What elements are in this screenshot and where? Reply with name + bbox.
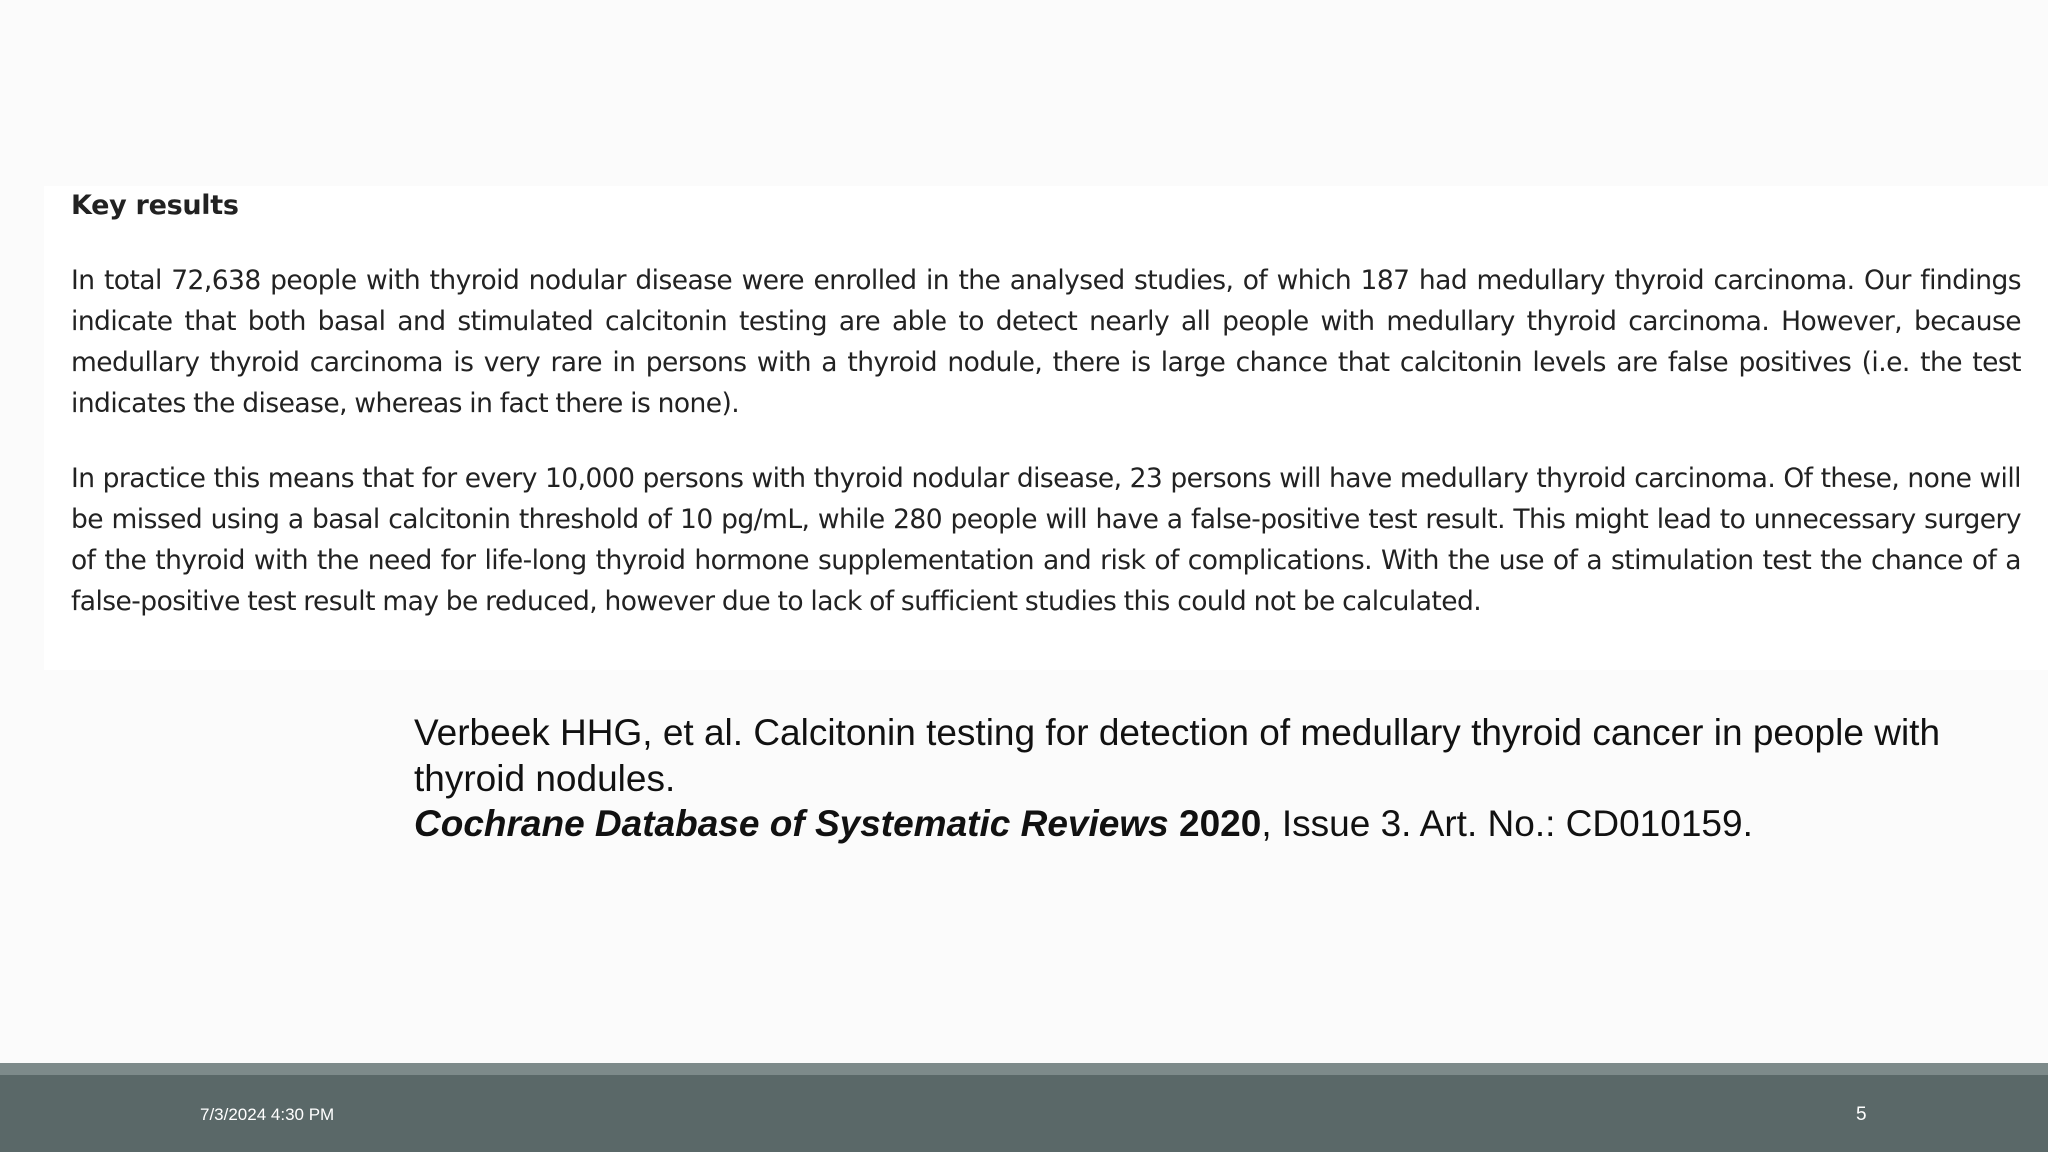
key-results-excerpt (71, 186, 2021, 622)
citation (414, 710, 1974, 847)
footer-stripe (0, 1063, 2048, 1075)
footer-bar (0, 1075, 2048, 1152)
slide-number: 5 (1856, 1104, 1867, 1125)
footer-date: 7/3/2024 4:30 PM (200, 1105, 335, 1124)
key-results-paragraph-2: In practice this means that for every 10,000 persons with thyroid nodular disease, 23 persons will have medullary thyroid carcinoma. Of these, none will be missed using a basal calcitonin threshold of 10 pg/mL, while 280 people will have a false-positive test result. This might lead to unnecessary surgery of the thyroid with the need for life-long thyroid hormone supplementation and risk of complications. With the use of a stimulation test the chance of a false-positive test result may be reduced, however due to lack of sufficient studies this could not be calculated. (71, 463, 2021, 617)
key-results-excerpt-image (44, 186, 2048, 670)
citation-authors-title: Verbeek HHG, et al. Calcitonin testing for detection of medullary thyroid cancer in people with thyroid nodules. (414, 712, 1941, 799)
citation-year: 2020 (1179, 803, 1262, 844)
key-results-heading: Key results (71, 190, 239, 221)
citation-journal: Cochrane Database of Systematic Reviews (414, 803, 1169, 844)
key-results-paragraph-1: In total 72,638 people with thyroid nodular disease were enrolled in the analysed studies, of which 187 had medullary thyroid carcinoma. Our findings indicate that both basal and stimulated calcitonin testing are able to detect nearly all people with medullary thyroid carcinoma. However, because medullary thyroid carcinoma is very rare in persons with a thyroid nodule, there is large chance that calcitonin levels are false positives (i.e. the test indicates the disease, whereas in fact there is none). (71, 265, 2021, 419)
citation-issue: , Issue 3. Art. No.: CD010159. (1261, 803, 1753, 844)
